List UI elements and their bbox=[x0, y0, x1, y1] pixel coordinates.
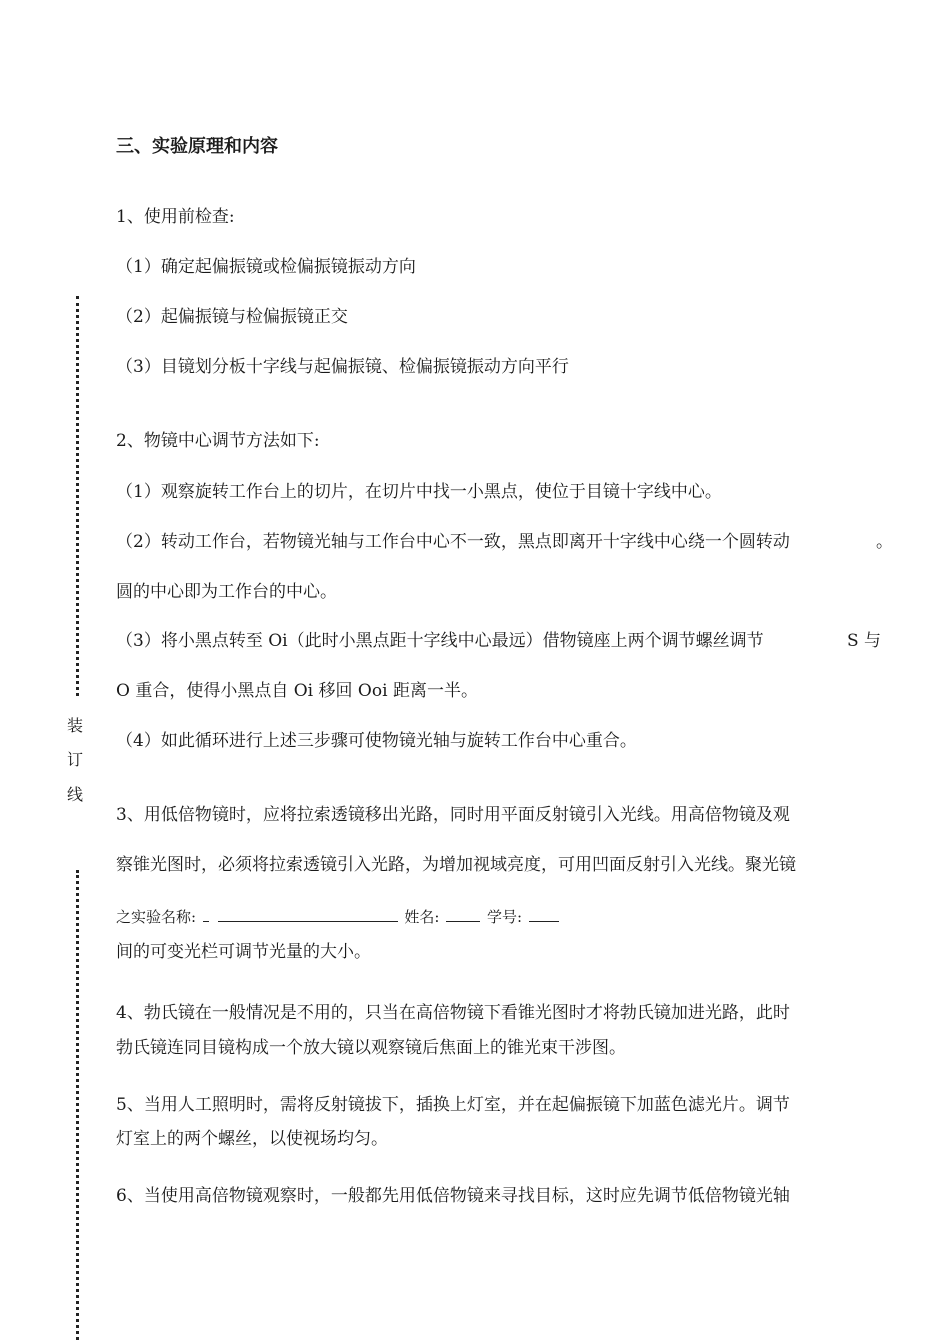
text-line-end: 。 bbox=[876, 532, 893, 552]
text-line: （1）确定起偏振镜或检偏振镜振动方向 bbox=[116, 257, 416, 277]
binding-dotted-line-bottom bbox=[76, 870, 79, 1340]
text-line: 4、勃氏镜在一般情况是不用的，只当在高倍物镜下看锥光图时才将勃氏镜加进光路，此时 bbox=[116, 1003, 790, 1023]
text-line: （3）将小黑点转至 Oi（此时小黑点距十字线中心最远）借物镜座上两个调节螺丝调节 bbox=[116, 631, 764, 651]
binding-char-2: 订 bbox=[67, 750, 84, 769]
text-line: 察锥光图时，必须将拉索透镜引入光路，为增加视域亮度，可用凹面反射引入光线。聚光镜 bbox=[116, 855, 796, 875]
footer-info bbox=[116, 906, 561, 928]
blank-id bbox=[529, 907, 559, 922]
binding-char-1: 装 bbox=[67, 716, 84, 735]
blank-experiment-name-long bbox=[218, 907, 398, 922]
text-line: 2、物镜中心调节方法如下: bbox=[116, 431, 320, 451]
blank-experiment-name bbox=[203, 907, 209, 922]
footer-id-label: 学号: bbox=[487, 908, 523, 926]
text-line: 勃氏镜连同目镜构成一个放大镜以观察镜后焦面上的锥光束干涉图。 bbox=[116, 1038, 626, 1058]
footer-prefix: 之实验名称: bbox=[116, 908, 197, 926]
text-line: O 重合，使得小黑点自 Oi 移回 Ooi 距离一半。 bbox=[116, 681, 478, 701]
text-line: （2）转动工作台，若物镜光轴与工作台中心不一致，黑点即离开十字线中心绕一个圆转动 bbox=[116, 532, 790, 552]
text-line: 1、使用前检查: bbox=[116, 207, 235, 227]
binding-dotted-line-top bbox=[76, 296, 79, 696]
binding-char-3: 线 bbox=[67, 785, 84, 804]
text-line-end: S 与 bbox=[847, 631, 882, 651]
text-line: （2）起偏振镜与检偏振镜正交 bbox=[116, 307, 348, 327]
text-line: 间的可变光栏可调节光量的大小。 bbox=[116, 942, 371, 962]
section-title: 三、实验原理和内容 bbox=[116, 136, 278, 157]
footer-name-label: 姓名: bbox=[404, 908, 440, 926]
text-line: （3）目镜划分板十字线与起偏振镜、检偏振镜振动方向平行 bbox=[116, 357, 569, 377]
blank-name bbox=[446, 907, 480, 922]
text-line: 3、用低倍物镜时，应将拉索透镜移出光路，同时用平面反射镜引入光线。用高倍物镜及观 bbox=[116, 805, 790, 825]
text-line: 灯室上的两个螺丝，以使视场均匀。 bbox=[116, 1129, 388, 1149]
text-line: （4）如此循环进行上述三步骤可使物镜光轴与旋转工作台中心重合。 bbox=[116, 731, 637, 751]
text-line: 圆的中心即为工作台的中心。 bbox=[116, 582, 337, 602]
text-line: 6、当使用高倍物镜观察时，一般都先用低倍物镜来寻找目标，这时应先调节低倍物镜光轴 bbox=[116, 1186, 790, 1206]
text-line: 5、当用人工照明时，需将反射镜拔下，插换上灯室，并在起偏振镜下加蓝色滤光片。调节 bbox=[116, 1095, 790, 1115]
text-line: （1）观察旋转工作台上的切片，在切片中找一小黑点，使位于目镜十字线中心。 bbox=[116, 482, 722, 502]
